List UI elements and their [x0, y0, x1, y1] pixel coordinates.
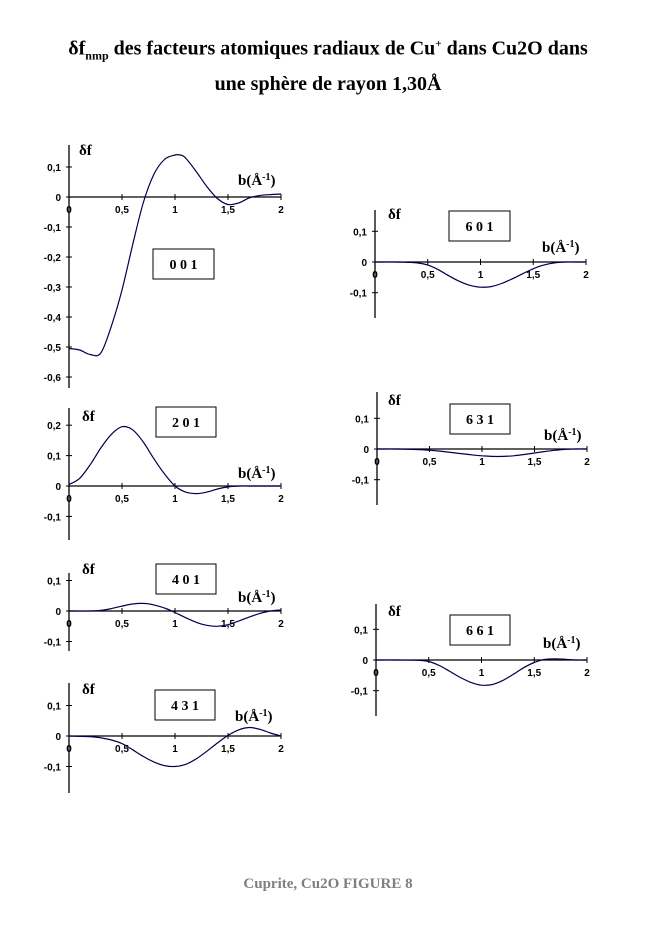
- x-tick-label: 0,5: [115, 619, 129, 630]
- y-axis-label: δf: [79, 143, 92, 159]
- y-tick-label: 0: [55, 482, 61, 493]
- x-tick-label: 1: [478, 668, 485, 679]
- y-tick-label: 0,1: [47, 576, 61, 588]
- y-tick-label: -0,6: [43, 373, 61, 384]
- y-tick-label: -0,1: [43, 637, 61, 649]
- x-tick-label: 0: [66, 744, 72, 755]
- y-tick-label: -0,5: [43, 343, 61, 354]
- x-tick-label: 1,5: [527, 457, 542, 468]
- x-tick-label: 0,5: [420, 270, 435, 281]
- x-tick-label: 1,5: [221, 744, 235, 755]
- x-tick-label: 0,5: [421, 668, 436, 679]
- x-tick-label: 1: [172, 494, 178, 505]
- title-prefix: δf: [68, 37, 86, 60]
- x-tick-label: 0,5: [115, 494, 129, 505]
- x-tick-label: 2: [583, 270, 589, 281]
- chart-401: [44, 562, 284, 651]
- x-axis-label: $b(Å^{-1})$: [238, 172, 276, 189]
- y-tick-label: -0,1: [351, 475, 369, 487]
- title-subscript: nmp: [85, 48, 109, 63]
- y-tick-label: 0: [55, 732, 61, 743]
- x-axis-label: $b(Å^{-1})$: [542, 239, 580, 256]
- title-superscript: +: [435, 38, 442, 50]
- y-tick-label: -0,1: [349, 288, 367, 300]
- y-axis-label: δf: [82, 409, 95, 425]
- x-axis-label: $b(Å^{-1})$: [238, 465, 276, 482]
- x-tick-label: 0: [66, 205, 72, 216]
- y-tick-label: -0,1: [43, 223, 61, 234]
- x-tick-label: 0: [372, 270, 378, 281]
- x-tick-label: 2: [278, 744, 284, 755]
- y-tick-label: 0,1: [354, 625, 368, 637]
- x-axis-label: $b(Å^{-1})$: [238, 589, 276, 606]
- y-tick-label: 0,1: [47, 701, 61, 713]
- y-tick-label: -0,1: [43, 512, 61, 524]
- x-tick-label: 2: [278, 494, 284, 505]
- y-tick-label: 0: [55, 607, 61, 618]
- x-tick-label: 0: [66, 619, 72, 630]
- y-tick-label: 0,1: [47, 451, 61, 463]
- label-box-text: 6 6 1: [466, 624, 494, 639]
- x-tick-label: 0,5: [422, 457, 437, 468]
- y-tick-label: 0,1: [353, 227, 367, 239]
- y-tick-label: 0,1: [355, 414, 369, 426]
- x-tick-label: 1,5: [527, 668, 542, 679]
- y-tick-label: -0,3: [43, 283, 61, 294]
- x-tick-label: 0: [66, 494, 72, 505]
- x-tick-label: 1: [172, 619, 178, 630]
- y-axis-label: δf: [82, 682, 95, 698]
- y-tick-label: 0,2: [47, 421, 61, 433]
- y-tick-label: -0,1: [43, 762, 61, 774]
- x-axis-label: $b(Å^{-1})$: [543, 635, 581, 652]
- label-box-text: 0 0 1: [169, 258, 198, 273]
- y-tick-label: -0,1: [350, 686, 368, 698]
- y-axis-label: δf: [82, 562, 95, 578]
- y-tick-label: 0: [55, 193, 61, 204]
- x-tick-label: 1,5: [221, 619, 235, 630]
- label-box-text: 6 0 1: [465, 220, 494, 235]
- y-tick-label: -0,2: [43, 253, 61, 264]
- x-axis-label: $b(Å^{-1})$: [235, 708, 273, 725]
- title-text-1: des facteurs atomiques radiaux de Cu: [108, 37, 436, 60]
- y-tick-label: 0: [363, 445, 369, 456]
- x-tick-label: 1,5: [221, 205, 235, 216]
- x-tick-label: 1,5: [221, 494, 235, 505]
- label-box-text: 6 3 1: [466, 413, 494, 428]
- y-axis-label: δf: [388, 207, 401, 223]
- x-tick-label: 1: [479, 457, 485, 468]
- x-tick-label: 2: [584, 668, 590, 679]
- chart-631: [352, 392, 590, 505]
- x-tick-label: 0,5: [115, 205, 129, 216]
- label-box-text: 4 0 1: [172, 573, 200, 588]
- y-tick-label: -0,4: [43, 313, 61, 324]
- x-tick-label: 2: [584, 457, 590, 468]
- x-tick-label: 0: [373, 668, 379, 679]
- y-axis-label: δf: [388, 393, 401, 409]
- y-tick-label: 0: [362, 656, 368, 667]
- label-box-text: 2 0 1: [172, 416, 200, 431]
- chart-201: [44, 407, 284, 540]
- x-tick-label: 2: [278, 205, 284, 216]
- x-tick-label: 1,5: [526, 270, 541, 281]
- chart-001: [44, 143, 284, 388]
- x-axis-label: $b(Å^{-1})$: [544, 427, 582, 444]
- x-tick-label: 0,5: [115, 744, 129, 755]
- chart-661: [351, 604, 590, 716]
- figure-caption: Cuprite, Cu2O FIGURE 8: [243, 876, 413, 892]
- chart-431: [44, 682, 284, 793]
- title-text-2: dans Cu2O dans: [441, 37, 588, 60]
- label-box-text: 4 3 1: [171, 699, 199, 714]
- y-tick-label: 0,1: [47, 163, 61, 174]
- y-axis-label: δf: [388, 604, 401, 620]
- chart-601: [350, 207, 589, 318]
- y-tick-label: 0: [361, 258, 367, 269]
- x-tick-label: 1: [172, 205, 178, 216]
- title-line-2: une sphère de rayon 1,30Å: [214, 72, 442, 95]
- x-tick-label: 1: [172, 744, 178, 755]
- x-tick-label: 2: [278, 619, 284, 630]
- x-tick-label: 1: [477, 270, 484, 281]
- x-tick-label: 0: [374, 457, 380, 468]
